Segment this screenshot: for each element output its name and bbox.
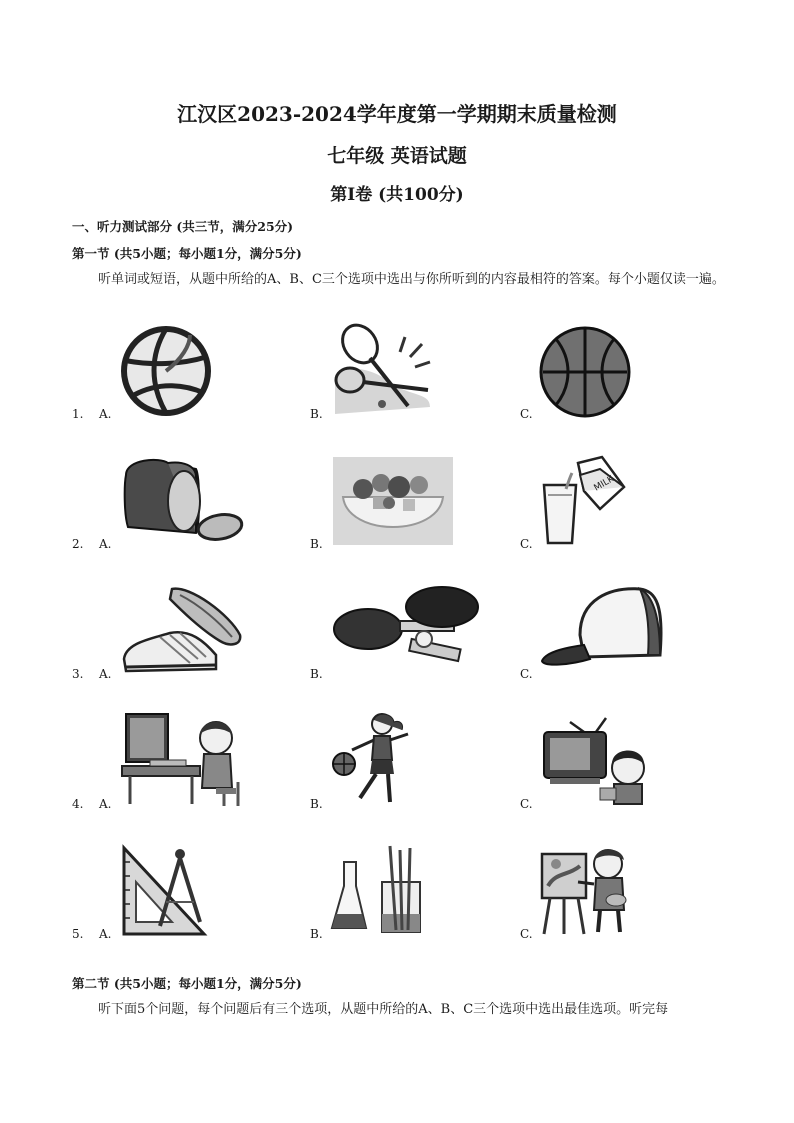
ruler-compass-icon [120,842,212,937]
tv-girl-icon [540,712,650,807]
option-letter: B. [310,797,323,811]
option-letter: C. [520,537,533,551]
salad-icon [333,457,453,545]
computer-boy-icon [120,712,245,807]
volume-heading: 第I卷 (共100分) [330,185,464,205]
option-letter: B. [310,927,323,941]
part1-heading: 一、听力测试部分 (共三节，满分25分) [72,219,294,234]
option-letter: A. [99,407,112,421]
section2-heading: 第二节 (共5小题；每小题1分，满分5分) [72,976,302,991]
question-number: 2. [72,537,84,551]
ping-pong-icon [330,585,485,677]
section1-instruction: 听单词或短语，从题中所给的A、B、C三个选项中选出与你所听到的内容最相符的答案。每个小题仅读一遍。 [98,272,725,287]
bread-icon [120,455,245,547]
svg-text:MILK: MILK [592,474,616,494]
lab-flasks-icon [330,842,425,937]
option-letter: C. [520,927,533,941]
painting-boy-icon [540,842,635,937]
question-number: 1. [72,407,84,421]
exam-title: 江汉区2023-2024学年度第一学期期末质量检测 [177,102,617,126]
option-letter: A. [99,797,112,811]
section2-instruction: 听下面5个问题，每个问题后有三个选项，从题中所给的A、B、C三个选项中选出最佳选项。听完每 [98,1002,669,1017]
option-letter: A. [99,667,112,681]
option-letter: A. [99,927,112,941]
volleyball-icon [120,325,212,417]
question-number: 5. [72,927,84,941]
question-number: 4. [72,797,84,811]
section1-heading: 第一节 (共5小题；每小题1分，满分5分) [72,246,302,261]
option-letter: B. [310,407,323,421]
option-letter: B. [310,667,323,681]
badminton-icon [330,322,435,417]
option-letter: B. [310,537,323,551]
question-number: 3. [72,667,84,681]
sneakers-icon [120,585,245,677]
option-letter: C. [520,667,533,681]
exam-subtitle: 七年级 英语试题 [327,145,467,167]
basketball-girl-icon [330,712,415,807]
option-letter: C. [520,407,533,421]
basketball-icon [538,325,633,420]
option-letter: C. [520,797,533,811]
milk-icon [540,455,628,547]
cap-icon [540,585,665,677]
option-letter: A. [99,537,112,551]
